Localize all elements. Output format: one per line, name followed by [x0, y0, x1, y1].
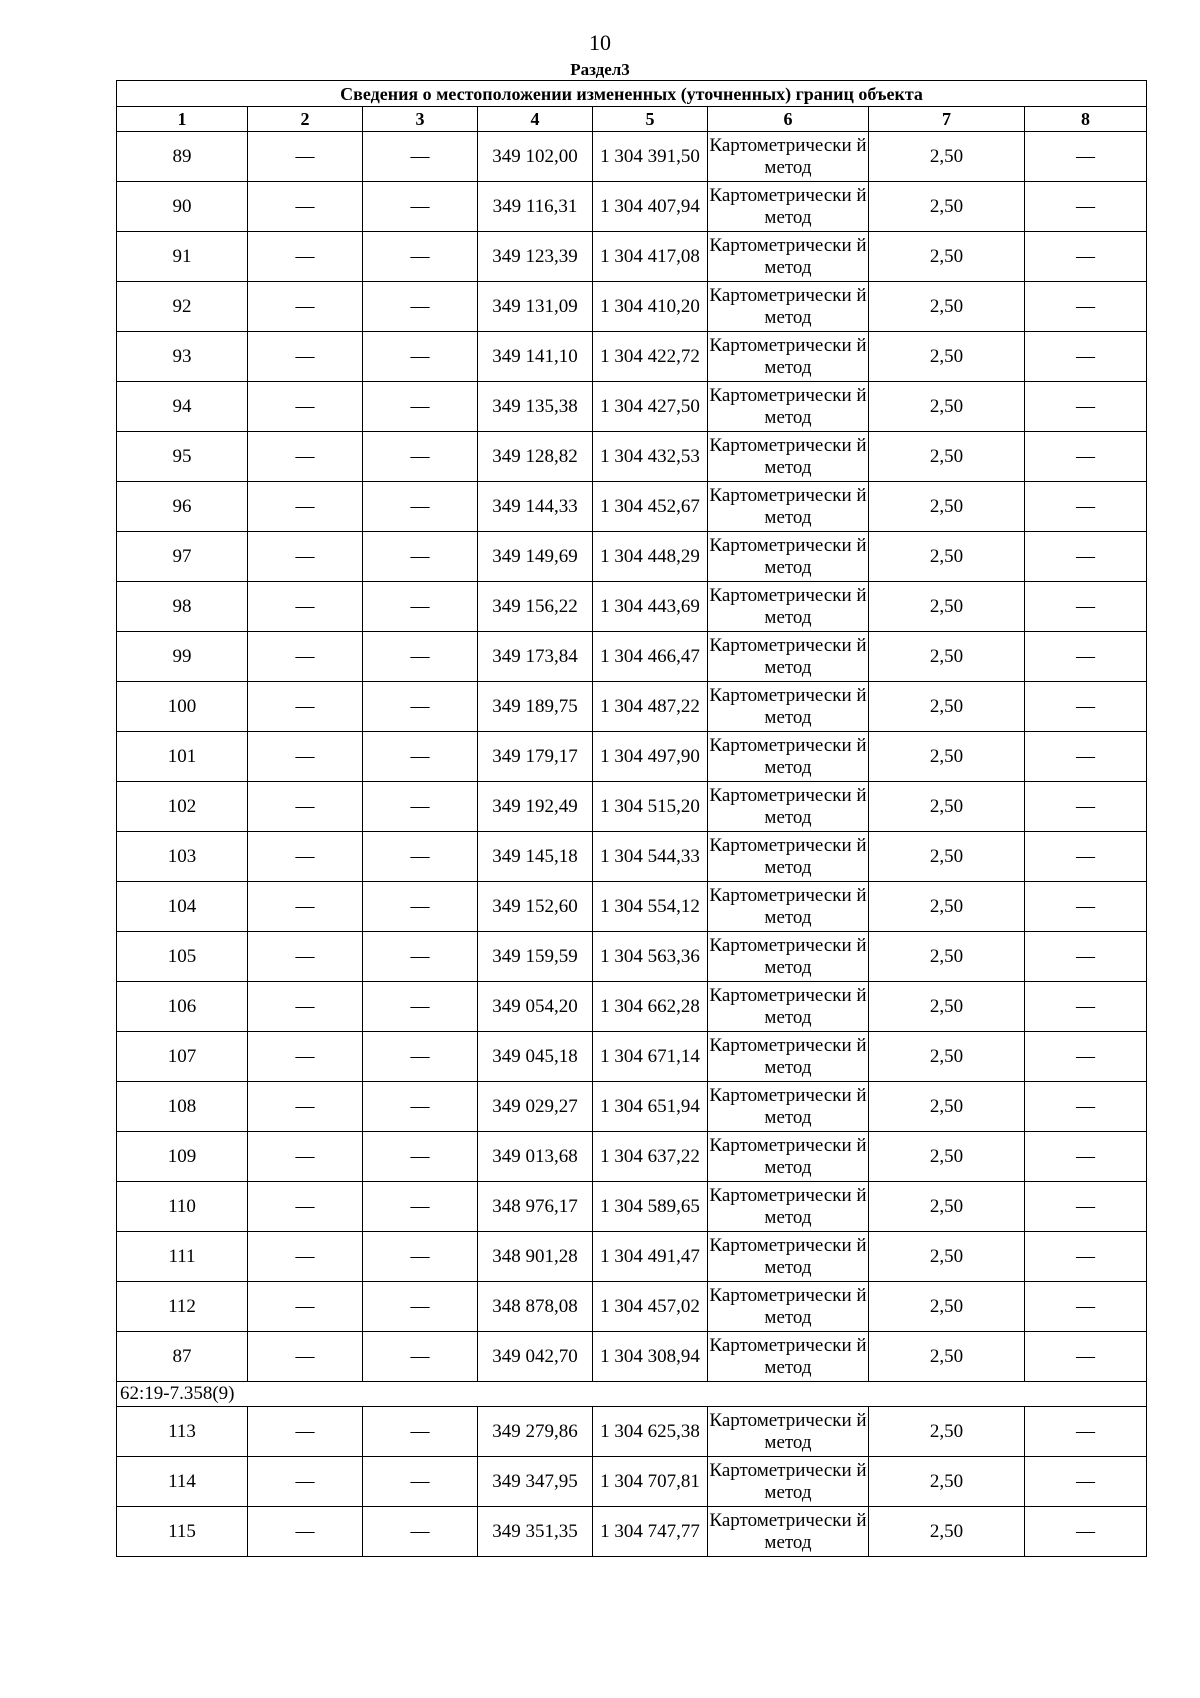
accuracy-cell: 2,50: [869, 1282, 1025, 1332]
x-coordinate-cell: 349 145,18: [478, 832, 593, 882]
point-number-cell: 111: [117, 1232, 248, 1282]
y-coordinate-cell: 1 304 422,72: [593, 332, 708, 382]
col3-cell: —: [363, 1457, 478, 1507]
point-number-cell: 115: [117, 1507, 248, 1557]
method-cell: Картометрически й метод: [708, 832, 869, 882]
accuracy-cell: 2,50: [869, 1457, 1025, 1507]
table-row: [117, 1182, 1147, 1232]
col2-cell: —: [248, 732, 363, 782]
col8-cell: —: [1025, 782, 1147, 832]
col8-cell: —: [1025, 1507, 1147, 1557]
accuracy-cell: 2,50: [869, 682, 1025, 732]
table-row: [117, 782, 1147, 832]
point-number-cell: 113: [117, 1407, 248, 1457]
accuracy-cell: 2,50: [869, 382, 1025, 432]
table-row: [117, 182, 1147, 232]
point-number-cell: 109: [117, 1132, 248, 1182]
accuracy-cell: 2,50: [869, 632, 1025, 682]
method-cell: Картометрически й метод: [708, 482, 869, 532]
col8-cell: —: [1025, 932, 1147, 982]
col2-cell: —: [248, 1132, 363, 1182]
method-cell: Картометрически й метод: [708, 632, 869, 682]
method-cell: Картометрически й метод: [708, 182, 869, 232]
y-coordinate-cell: 1 304 491,47: [593, 1232, 708, 1282]
col2-cell: —: [248, 1407, 363, 1457]
y-coordinate-cell: 1 304 497,90: [593, 732, 708, 782]
method-cell: Картометрически й метод: [708, 1457, 869, 1507]
col8-cell: —: [1025, 1332, 1147, 1382]
point-number-cell: 112: [117, 1282, 248, 1332]
point-number-cell: 110: [117, 1182, 248, 1232]
method-cell: Картометрически й метод: [708, 1282, 869, 1332]
col3-cell: —: [363, 1282, 478, 1332]
y-coordinate-cell: 1 304 515,20: [593, 782, 708, 832]
col3-cell: —: [363, 1232, 478, 1282]
table-row: [117, 1032, 1147, 1082]
method-cell: Картометрически й метод: [708, 782, 869, 832]
x-coordinate-cell: 349 013,68: [478, 1132, 593, 1182]
x-coordinate-cell: 348 901,28: [478, 1232, 593, 1282]
accuracy-cell: 2,50: [869, 282, 1025, 332]
y-coordinate-cell: 1 304 662,28: [593, 982, 708, 1032]
y-coordinate-cell: 1 304 466,47: [593, 632, 708, 682]
col3-cell: —: [363, 182, 478, 232]
col3-cell: —: [363, 1332, 478, 1382]
table-row: [117, 982, 1147, 1032]
accuracy-cell: 2,50: [869, 482, 1025, 532]
point-number-cell: 102: [117, 782, 248, 832]
x-coordinate-cell: 349 192,49: [478, 782, 593, 832]
col8-cell: —: [1025, 582, 1147, 632]
point-number-cell: 96: [117, 482, 248, 532]
accuracy-cell: 2,50: [869, 532, 1025, 582]
col3-cell: —: [363, 482, 478, 532]
x-coordinate-cell: 349 179,17: [478, 732, 593, 782]
accuracy-cell: 2,50: [869, 1332, 1025, 1382]
col2-cell: —: [248, 682, 363, 732]
accuracy-cell: 2,50: [869, 732, 1025, 782]
col2-cell: —: [248, 132, 363, 182]
method-cell: Картометрически й метод: [708, 1407, 869, 1457]
table-row: [117, 1082, 1147, 1132]
col3-cell: —: [363, 1132, 478, 1182]
table-body: [117, 81, 1147, 1557]
x-coordinate-cell: 349 144,33: [478, 482, 593, 532]
y-coordinate-cell: 1 304 651,94: [593, 1082, 708, 1132]
col2-cell: —: [248, 1182, 363, 1232]
col3-cell: —: [363, 232, 478, 282]
col2-cell: —: [248, 182, 363, 232]
column-number: 8: [1025, 107, 1147, 132]
col8-cell: —: [1025, 532, 1147, 582]
parcel-label: 62:19-7.358(9): [117, 1382, 1147, 1407]
col3-cell: —: [363, 932, 478, 982]
col3-cell: —: [363, 432, 478, 482]
col3-cell: —: [363, 732, 478, 782]
method-cell: Картометрически й метод: [708, 1082, 869, 1132]
x-coordinate-cell: 349 135,38: [478, 382, 593, 432]
x-coordinate-cell: 349 159,59: [478, 932, 593, 982]
col2-cell: —: [248, 432, 363, 482]
column-number: 7: [869, 107, 1025, 132]
x-coordinate-cell: 349 054,20: [478, 982, 593, 1032]
col3-cell: —: [363, 532, 478, 582]
col8-cell: —: [1025, 1182, 1147, 1232]
method-cell: Картометрически й метод: [708, 1182, 869, 1232]
col3-cell: —: [363, 982, 478, 1032]
method-cell: Картометрически й метод: [708, 682, 869, 732]
method-cell: Картометрически й метод: [708, 282, 869, 332]
y-coordinate-cell: 1 304 391,50: [593, 132, 708, 182]
col8-cell: —: [1025, 482, 1147, 532]
column-number: 1: [117, 107, 248, 132]
table-row: [117, 1507, 1147, 1557]
col2-cell: —: [248, 1457, 363, 1507]
col2-cell: —: [248, 282, 363, 332]
accuracy-cell: 2,50: [869, 1407, 1025, 1457]
col8-cell: —: [1025, 332, 1147, 382]
table-row: [117, 382, 1147, 432]
table-row: [117, 482, 1147, 532]
y-coordinate-cell: 1 304 443,69: [593, 582, 708, 632]
col3-cell: —: [363, 132, 478, 182]
col3-cell: —: [363, 382, 478, 432]
x-coordinate-cell: 349 279,86: [478, 1407, 593, 1457]
col8-cell: —: [1025, 132, 1147, 182]
accuracy-cell: 2,50: [869, 1082, 1025, 1132]
y-coordinate-cell: 1 304 407,94: [593, 182, 708, 232]
method-cell: Картометрически й метод: [708, 132, 869, 182]
point-number-cell: 101: [117, 732, 248, 782]
y-coordinate-cell: 1 304 457,02: [593, 1282, 708, 1332]
accuracy-cell: 2,50: [869, 182, 1025, 232]
y-coordinate-cell: 1 304 487,22: [593, 682, 708, 732]
col8-cell: —: [1025, 182, 1147, 232]
y-coordinate-cell: 1 304 410,20: [593, 282, 708, 332]
accuracy-cell: 2,50: [869, 1507, 1025, 1557]
col2-cell: —: [248, 1082, 363, 1132]
x-coordinate-cell: 349 128,82: [478, 432, 593, 482]
point-number-cell: 95: [117, 432, 248, 482]
point-number-cell: 90: [117, 182, 248, 232]
method-cell: Картометрически й метод: [708, 932, 869, 982]
y-coordinate-cell: 1 304 625,38: [593, 1407, 708, 1457]
y-coordinate-cell: 1 304 671,14: [593, 1032, 708, 1082]
x-coordinate-cell: 349 131,09: [478, 282, 593, 332]
col8-cell: —: [1025, 682, 1147, 732]
accuracy-cell: 2,50: [869, 832, 1025, 882]
y-coordinate-cell: 1 304 448,29: [593, 532, 708, 582]
table-row: [117, 282, 1147, 332]
col8-cell: —: [1025, 1457, 1147, 1507]
point-number-cell: 99: [117, 632, 248, 682]
x-coordinate-cell: 349 156,22: [478, 582, 593, 632]
y-coordinate-cell: 1 304 707,81: [593, 1457, 708, 1507]
point-number-cell: 93: [117, 332, 248, 382]
col2-cell: —: [248, 882, 363, 932]
column-number: 5: [593, 107, 708, 132]
method-cell: Картометрически й метод: [708, 882, 869, 932]
column-number: 2: [248, 107, 363, 132]
table-row: [117, 132, 1147, 182]
method-cell: Картометрически й метод: [708, 332, 869, 382]
point-number-cell: 89: [117, 132, 248, 182]
method-cell: Картометрически й метод: [708, 1032, 869, 1082]
accuracy-cell: 2,50: [869, 982, 1025, 1032]
accuracy-cell: 2,50: [869, 932, 1025, 982]
method-cell: Картометрически й метод: [708, 382, 869, 432]
col3-cell: —: [363, 682, 478, 732]
col2-cell: —: [248, 632, 363, 682]
table-caption: Сведения о местоположении измененных (уточненных) границ объекта: [117, 81, 1147, 107]
col2-cell: —: [248, 1232, 363, 1282]
method-cell: Картометрически й метод: [708, 532, 869, 582]
table-caption-row: [117, 81, 1147, 107]
point-number-cell: 91: [117, 232, 248, 282]
method-cell: Картометрически й метод: [708, 232, 869, 282]
point-number-cell: 97: [117, 532, 248, 582]
column-number: 3: [363, 107, 478, 132]
col3-cell: —: [363, 1407, 478, 1457]
accuracy-cell: 2,50: [869, 1232, 1025, 1282]
table-row: [117, 682, 1147, 732]
parcel-subheader-row: [117, 1382, 1147, 1407]
col2-cell: —: [248, 1282, 363, 1332]
x-coordinate-cell: 349 029,27: [478, 1082, 593, 1132]
table-row: [117, 582, 1147, 632]
x-coordinate-cell: 348 878,08: [478, 1282, 593, 1332]
section-title: Раздел3: [570, 60, 630, 79]
y-coordinate-cell: 1 304 589,65: [593, 1182, 708, 1232]
column-number: 6: [708, 107, 869, 132]
col8-cell: —: [1025, 1407, 1147, 1457]
col8-cell: —: [1025, 1082, 1147, 1132]
point-number-cell: 114: [117, 1457, 248, 1507]
x-coordinate-cell: 349 173,84: [478, 632, 593, 682]
col2-cell: —: [248, 232, 363, 282]
point-number-cell: 108: [117, 1082, 248, 1132]
table-row: [117, 1332, 1147, 1382]
table-row: [117, 632, 1147, 682]
y-coordinate-cell: 1 304 417,08: [593, 232, 708, 282]
x-coordinate-cell: 349 042,70: [478, 1332, 593, 1382]
point-number-cell: 105: [117, 932, 248, 982]
table-row: [117, 1132, 1147, 1182]
col3-cell: —: [363, 1032, 478, 1082]
y-coordinate-cell: 1 304 308,94: [593, 1332, 708, 1382]
col2-cell: —: [248, 1507, 363, 1557]
y-coordinate-cell: 1 304 747,77: [593, 1507, 708, 1557]
table-row: [117, 532, 1147, 582]
method-cell: Картометрически й метод: [708, 1332, 869, 1382]
col8-cell: —: [1025, 982, 1147, 1032]
col8-cell: —: [1025, 882, 1147, 932]
col8-cell: —: [1025, 1232, 1147, 1282]
x-coordinate-cell: 349 116,31: [478, 182, 593, 232]
column-number: 4: [478, 107, 593, 132]
point-number-cell: 103: [117, 832, 248, 882]
accuracy-cell: 2,50: [869, 582, 1025, 632]
col3-cell: —: [363, 782, 478, 832]
point-number-cell: 94: [117, 382, 248, 432]
table-row: [117, 332, 1147, 382]
method-cell: Картометрически й метод: [708, 582, 869, 632]
table-row: [117, 1457, 1147, 1507]
y-coordinate-cell: 1 304 637,22: [593, 1132, 708, 1182]
point-number-cell: 100: [117, 682, 248, 732]
accuracy-cell: 2,50: [869, 782, 1025, 832]
point-number-cell: 92: [117, 282, 248, 332]
col3-cell: —: [363, 282, 478, 332]
col2-cell: —: [248, 1332, 363, 1382]
col3-cell: —: [363, 632, 478, 682]
col8-cell: —: [1025, 1032, 1147, 1082]
y-coordinate-cell: 1 304 554,12: [593, 882, 708, 932]
y-coordinate-cell: 1 304 427,50: [593, 382, 708, 432]
col2-cell: —: [248, 932, 363, 982]
accuracy-cell: 2,50: [869, 1132, 1025, 1182]
boundary-coordinates-table: [116, 80, 1147, 1557]
col3-cell: —: [363, 1082, 478, 1132]
column-number-row: [117, 107, 1147, 132]
table-row: [117, 1407, 1147, 1457]
col8-cell: —: [1025, 432, 1147, 482]
method-cell: Картометрически й метод: [708, 432, 869, 482]
method-cell: Картометрически й метод: [708, 732, 869, 782]
col8-cell: —: [1025, 732, 1147, 782]
col2-cell: —: [248, 482, 363, 532]
x-coordinate-cell: 348 976,17: [478, 1182, 593, 1232]
col3-cell: —: [363, 1182, 478, 1232]
method-cell: Картометрически й метод: [708, 982, 869, 1032]
col3-cell: —: [363, 332, 478, 382]
col2-cell: —: [248, 332, 363, 382]
col3-cell: —: [363, 832, 478, 882]
x-coordinate-cell: 349 102,00: [478, 132, 593, 182]
y-coordinate-cell: 1 304 452,67: [593, 482, 708, 532]
accuracy-cell: 2,50: [869, 432, 1025, 482]
table-row: [117, 932, 1147, 982]
col2-cell: —: [248, 982, 363, 1032]
method-cell: Картометрически й метод: [708, 1132, 869, 1182]
x-coordinate-cell: 349 045,18: [478, 1032, 593, 1082]
col8-cell: —: [1025, 382, 1147, 432]
accuracy-cell: 2,50: [869, 132, 1025, 182]
col3-cell: —: [363, 1507, 478, 1557]
point-number-cell: 98: [117, 582, 248, 632]
x-coordinate-cell: 349 351,35: [478, 1507, 593, 1557]
accuracy-cell: 2,50: [869, 232, 1025, 282]
x-coordinate-cell: 349 347,95: [478, 1457, 593, 1507]
col2-cell: —: [248, 832, 363, 882]
col2-cell: —: [248, 1032, 363, 1082]
table-row: [117, 832, 1147, 882]
accuracy-cell: 2,50: [869, 332, 1025, 382]
page-number: 10: [589, 30, 611, 55]
col2-cell: —: [248, 582, 363, 632]
point-number-cell: 107: [117, 1032, 248, 1082]
col8-cell: —: [1025, 1132, 1147, 1182]
y-coordinate-cell: 1 304 563,36: [593, 932, 708, 982]
y-coordinate-cell: 1 304 544,33: [593, 832, 708, 882]
table-row: [117, 432, 1147, 482]
col2-cell: —: [248, 382, 363, 432]
col2-cell: —: [248, 532, 363, 582]
col8-cell: —: [1025, 282, 1147, 332]
col8-cell: —: [1025, 1282, 1147, 1332]
table-row: [117, 232, 1147, 282]
col2-cell: —: [248, 782, 363, 832]
method-cell: Картометрически й метод: [708, 1507, 869, 1557]
accuracy-cell: 2,50: [869, 882, 1025, 932]
x-coordinate-cell: 349 189,75: [478, 682, 593, 732]
point-number-cell: 87: [117, 1332, 248, 1382]
table-row: [117, 732, 1147, 782]
accuracy-cell: 2,50: [869, 1032, 1025, 1082]
table-row: [117, 1282, 1147, 1332]
col3-cell: —: [363, 582, 478, 632]
accuracy-cell: 2,50: [869, 1182, 1025, 1232]
col8-cell: —: [1025, 632, 1147, 682]
col3-cell: —: [363, 882, 478, 932]
point-number-cell: 106: [117, 982, 248, 1032]
table-row: [117, 1232, 1147, 1282]
col8-cell: —: [1025, 232, 1147, 282]
x-coordinate-cell: 349 149,69: [478, 532, 593, 582]
method-cell: Картометрически й метод: [708, 1232, 869, 1282]
table-row: [117, 882, 1147, 932]
col8-cell: —: [1025, 832, 1147, 882]
x-coordinate-cell: 349 141,10: [478, 332, 593, 382]
x-coordinate-cell: 349 152,60: [478, 882, 593, 932]
y-coordinate-cell: 1 304 432,53: [593, 432, 708, 482]
x-coordinate-cell: 349 123,39: [478, 232, 593, 282]
point-number-cell: 104: [117, 882, 248, 932]
